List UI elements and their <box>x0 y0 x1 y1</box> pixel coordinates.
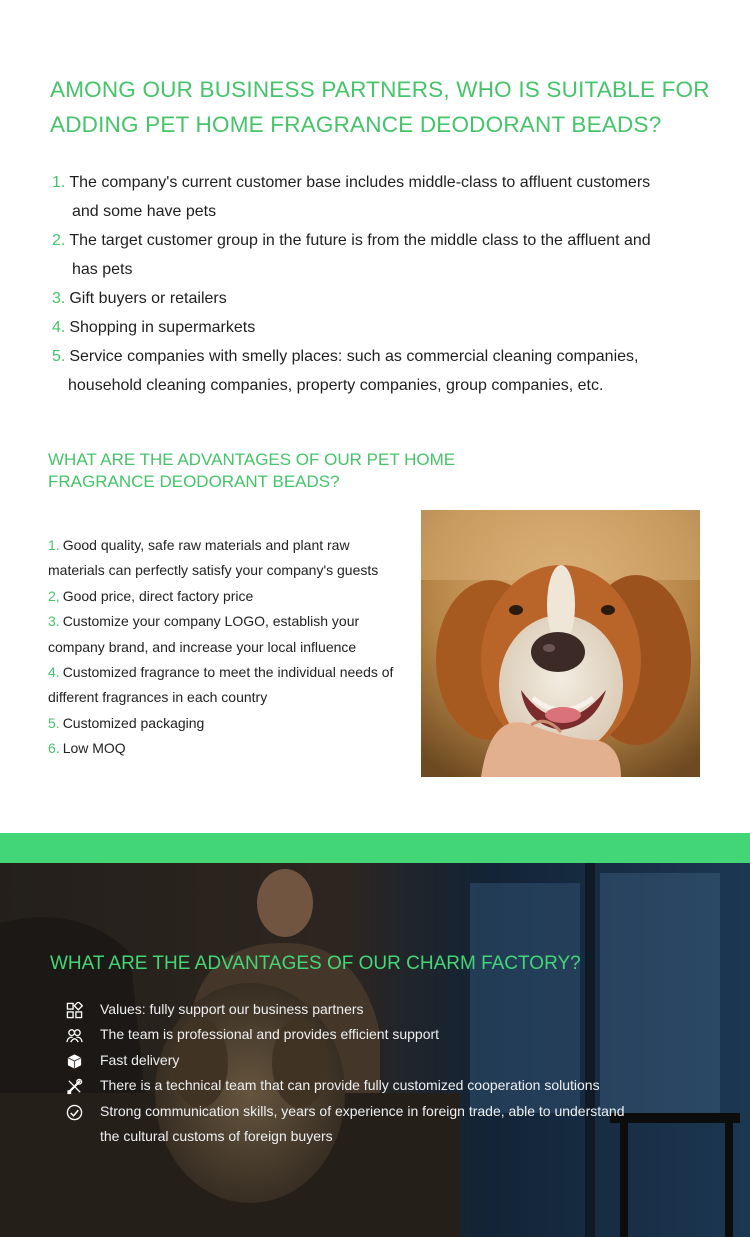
list-item: Fast delivery <box>66 1048 626 1073</box>
section2-title: WHAT ARE THE ADVANTAGES OF OUR PET HOME FRAGRANCE DEODORANT BEADS? <box>48 450 456 491</box>
section3-title: WHAT ARE THE ADVANTAGES OF OUR CHARM FACTORY? <box>50 953 581 974</box>
factory-advantages-list <box>66 997 626 1149</box>
list-item: Strong communication skills, years of experience in foreign trade, able to understand the cultural customs of foreign buyers <box>66 1099 626 1150</box>
list-item: 2, Good price, direct factory price <box>48 587 254 604</box>
list-item: 5. Service companies with smelly places: such as commercial cleaning companies, household cleaning companies, property companies, group companies, etc. <box>52 348 639 394</box>
list-item: 4. Customized fragrance to meet the individual needs of different fragrances in each country <box>48 664 394 706</box>
dog-photo <box>421 510 700 777</box>
list-item: 6. Low MOQ <box>48 740 126 757</box>
list-item: There is a technical team that can provide fully customized cooperation solutions <box>66 1073 626 1098</box>
list-item: 3. Customize your company LOGO, establish your company brand, and increase your local influence <box>48 613 360 655</box>
list-item: 5. Customized packaging <box>48 714 205 731</box>
tools-icon <box>66 1078 83 1095</box>
list-item: Values: fully support our business partners <box>66 997 626 1022</box>
list-item: 3. Gift buyers or retailers <box>52 290 227 307</box>
list-item: 1. The company's current customer base includes middle-class to affluent customers and some have pets <box>52 174 651 220</box>
check-circle-icon <box>66 1104 83 1121</box>
list-item: 4. Shopping in supermarkets <box>52 319 256 336</box>
list-item: 1. Good quality, safe raw materials and plant raw materials can perfectly satisfy your company's guests <box>48 537 379 579</box>
dog-illustration <box>421 510 700 777</box>
package-icon <box>66 1053 83 1070</box>
bead-advantages-list <box>48 533 398 762</box>
list-item: 2. The target customer group in the future is from the middle class to the affluent and has pets <box>52 232 651 278</box>
grid-icon <box>66 1002 83 1019</box>
section1-title: AMONG OUR BUSINESS PARTNERS, WHO IS SUITABLE FOR ADDING PET HOME FRAGRANCE DEODORANT BEADS? <box>50 77 710 137</box>
green-divider-band <box>0 833 750 863</box>
list-item: The team is professional and provides efficient support <box>66 1022 626 1047</box>
partner-suitability-list <box>52 168 692 400</box>
team-icon <box>66 1027 83 1044</box>
